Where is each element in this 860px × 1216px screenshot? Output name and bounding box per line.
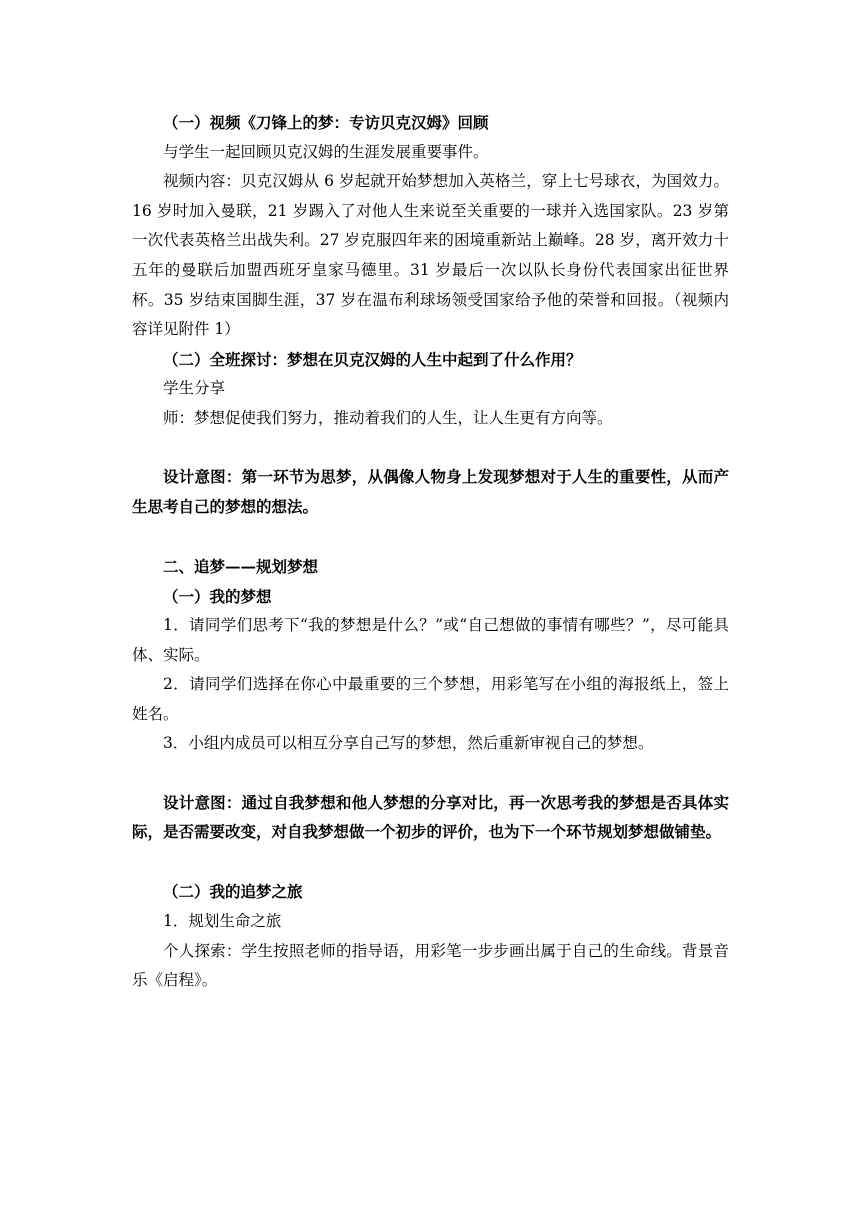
section-heading-chase-dream: 二、追梦——规划梦想 [163,556,319,576]
list-item-1: 1．请同学们思考下“我的梦想是什么？”或“自己想做的事情有哪些？”，尽可能具体、实际。 [132,616,729,664]
paragraph-student-share: 学生分享 [163,379,226,398]
document-body [132,108,729,996]
section-heading-video-review: （一）视频《刀锋上的梦：专访贝克汉姆》回顾 [163,113,489,132]
paragraph-teacher-remark: 师：梦想促使我们努力，推动着我们的人生，让人生更有方向等。 [163,408,613,427]
paragraph-plan-life-journey: 1．规划生命之旅 [163,912,282,931]
design-intent-1: 设计意图：第一环节为思梦，从偶像人物身上发现梦想对于人生的重要性，从而产生思考自己的梦想的想法。 [132,468,729,516]
spacer [132,759,729,789]
spacer [132,848,729,878]
list-item-3: 3．小组内成员可以相互分享自己写的梦想，然后重新审视自己的梦想。 [163,734,654,753]
list-item-2: 2．请同学们选择在你心中最重要的三个梦想，用彩笔写在小组的海报纸上，签上姓名。 [132,675,729,723]
paragraph-review-intro: 与学生一起回顾贝克汉姆的生涯发展重要事件。 [163,142,489,161]
section-heading-class-discussion: （二）全班探讨：梦想在贝克汉姆的人生中起到了什么作用？ [163,349,582,369]
spacer [132,434,729,464]
spacer [132,522,729,552]
paragraph-personal-exploration: 个人探索：学生按照老师的指导语，用彩笔一步步画出属于自己的生命线。背景音乐《启程》。 [132,941,729,990]
design-intent-2: 设计意图：通过自我梦想和他人梦想的分享对比，再一次思考我的梦想是否具体实际，是否需要改变，对自我梦想做一个初步的评价，也为下一个环节规划梦想做铺垫。 [132,793,729,842]
paragraph-video-content: 视频内容：贝克汉姆从 6 岁起就开始梦想加入英格兰，穿上七号球衣，为国效力。16 岁时加入曼联，21 岁踢入了对他人生来说至关重要的一球并入选国家队。23 岁第一次代表英格兰出战失利。27 岁克服四年来的困境重新站上巅峰。28 岁，离开效力十五年的曼联后加盟西班牙皇家马德里。31 岁最后一次以队长身份代表国家出征世界杯。35 岁结束国脚生涯，37 岁在温布利球场领受国家给予他的荣誉和回报。（视频内容详见附件 1） [132,172,729,339]
subsection-heading-dream-journey: （二）我的追梦之旅 [163,882,303,902]
subsection-heading-my-dream: （一）我的梦想 [163,586,272,606]
